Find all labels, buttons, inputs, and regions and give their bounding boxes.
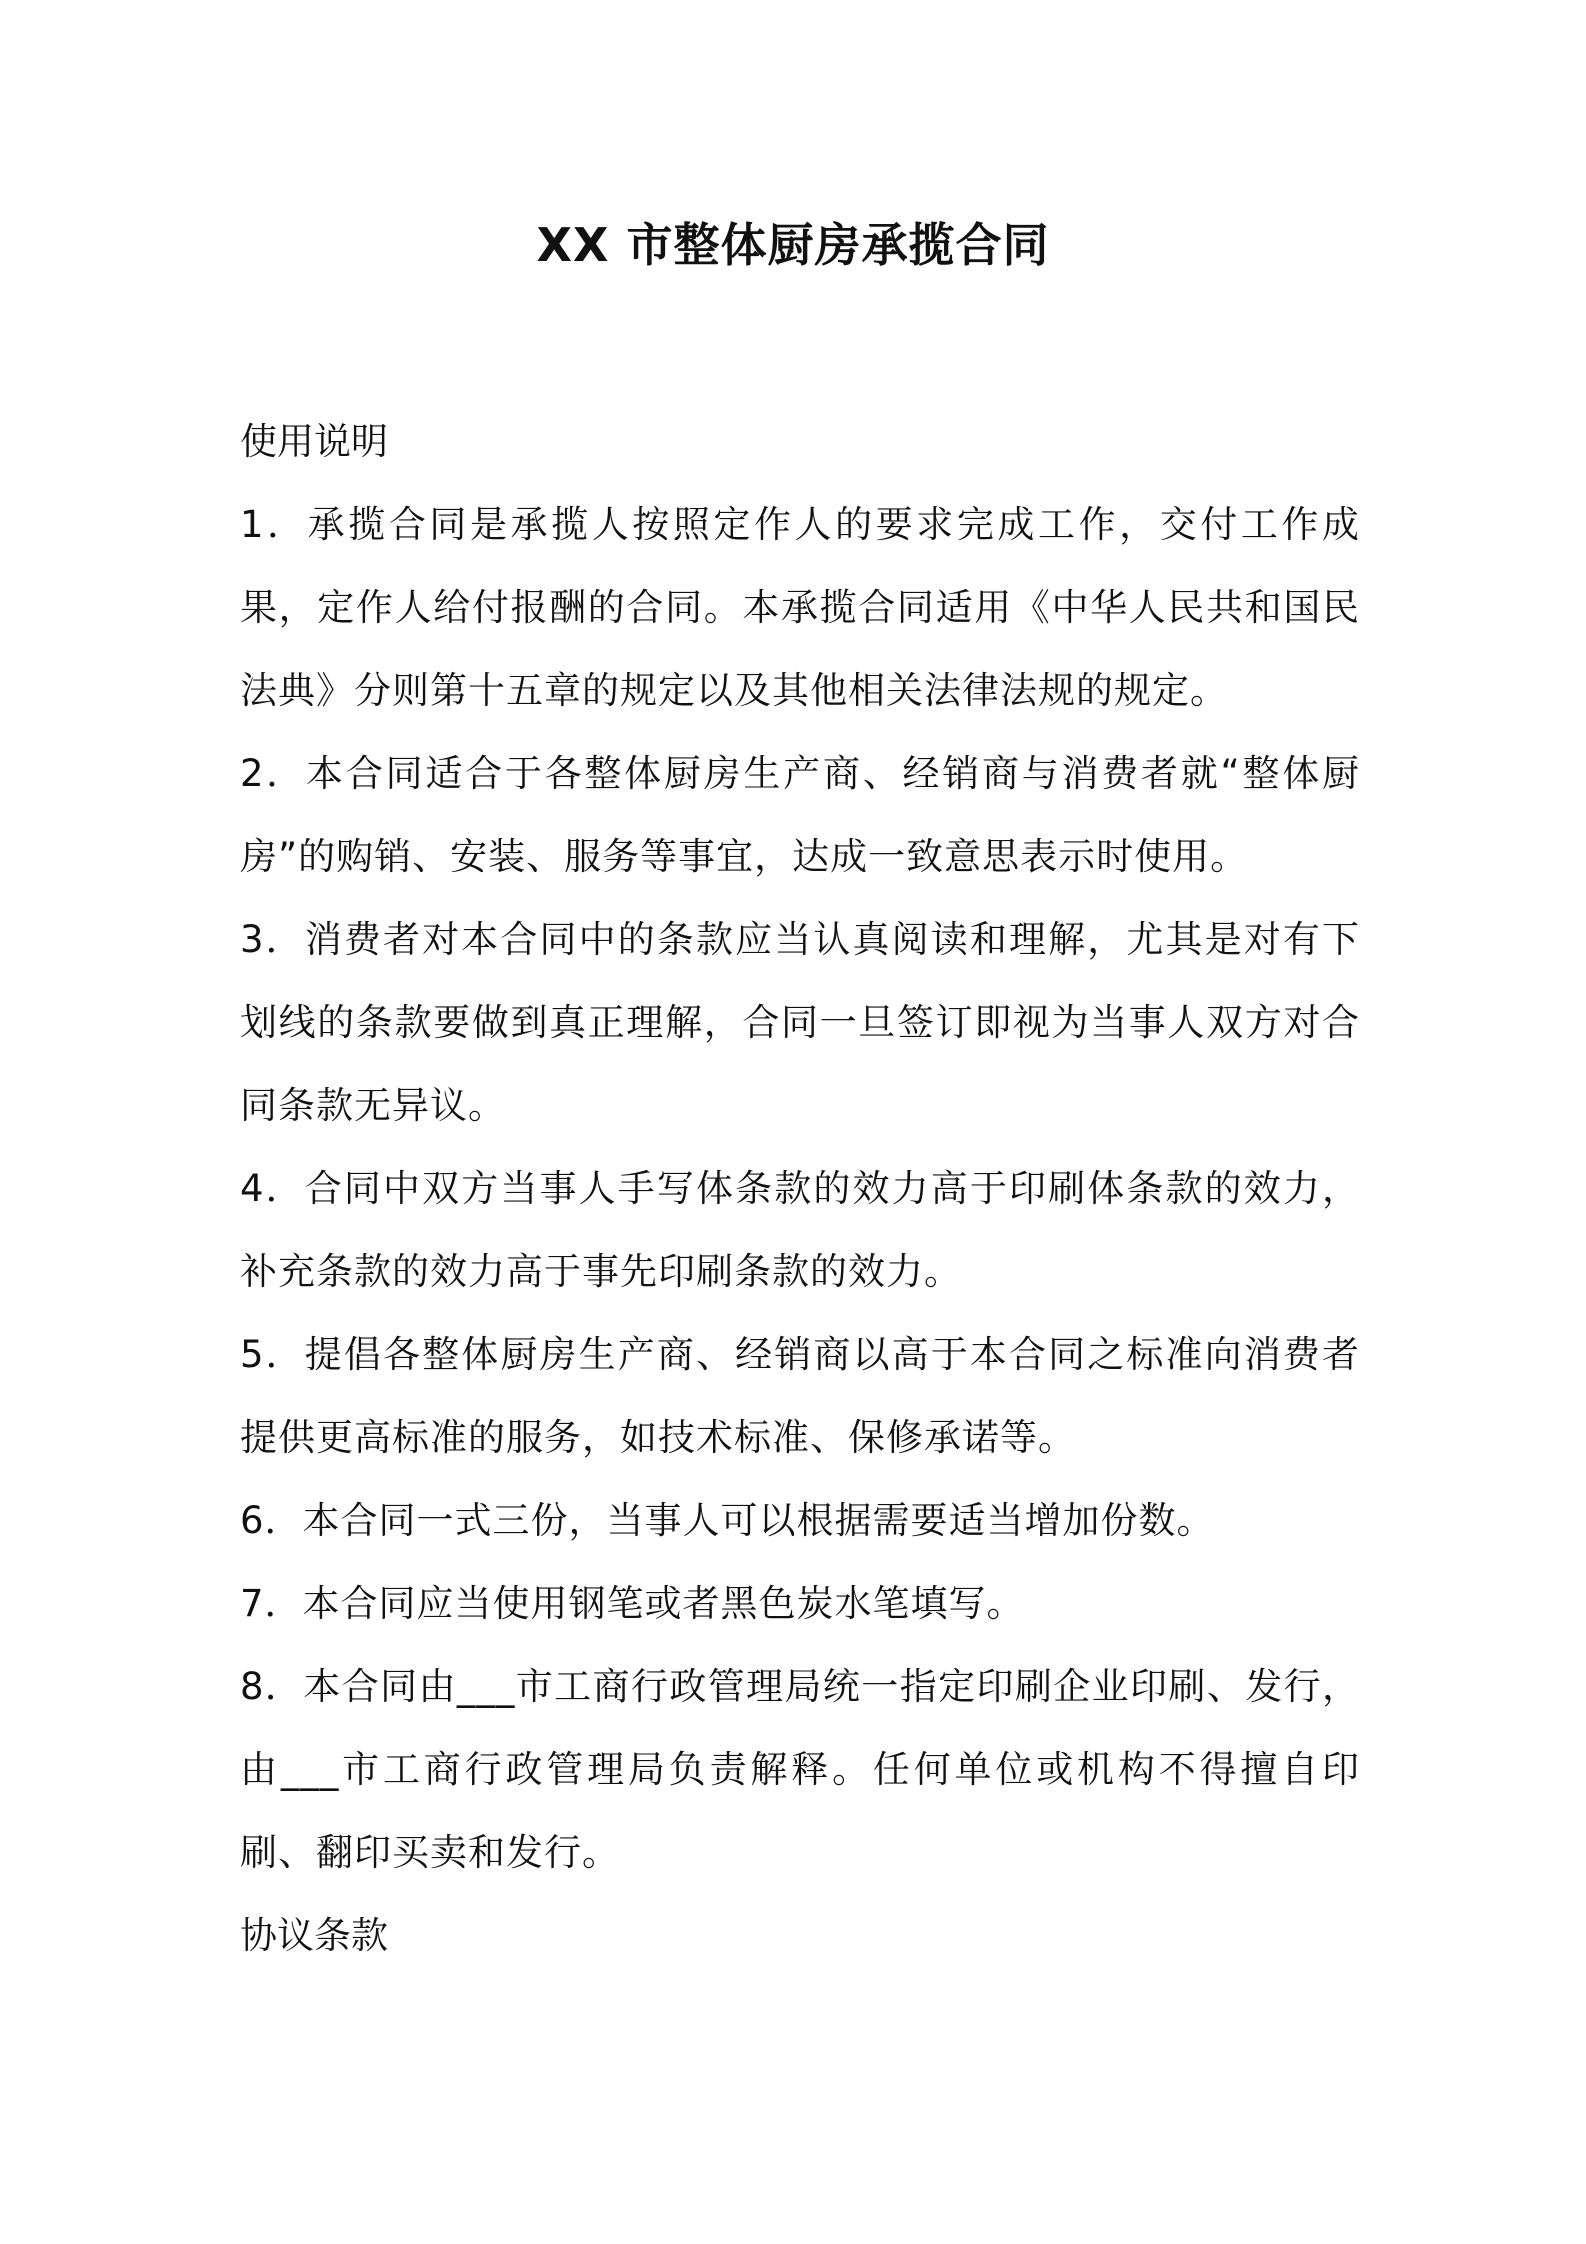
instruction-item-7: 7．本合同应当使用钢笔或者黑色炭水笔填写。 (240, 1582, 1025, 1625)
instruction-item-3: 3．消费者对本合同中的条款应当认真阅读和理解，尤其是对有下划线的条款要做到真正理解，合同一旦签订即视为当事人双方对合同条款无异议。 (240, 918, 1360, 1127)
instructions-list (240, 483, 1360, 1894)
instruction-item-6: 6．本合同一式三份，当事人可以根据需要适当增加份数。 (240, 1499, 1215, 1542)
section-heading-instructions: 使用说明 (240, 420, 388, 463)
instruction-item-8: 8．本合同由___市工商行政管理局统一指定印刷企业印刷、发行，由___市工商行政管理局负责解释。任何单位或机构不得擅自印刷、翻印买卖和发行。 (240, 1665, 1360, 1874)
section-heading-terms: 协议条款 (240, 1914, 388, 1957)
instruction-item-2: 2．本合同适合于各整体厨房生产商、经销商与消费者就“整体厨房”的购销、安装、服务等事宜，达成一致意思表示时使用。 (240, 752, 1360, 878)
instruction-item-4: 4．合同中双方当事人手写体条款的效力高于印刷体条款的效力，补充条款的效力高于事先印刷条款的效力。 (240, 1167, 1360, 1293)
instruction-item-1: 1．承揽合同是承揽人按照定作人的要求完成工作，交付工作成果，定作人给付报酬的合同。本承揽合同适用《中华人民共和国民法典》分则第十五章的规定以及其他相关法律法规的规定。 (240, 503, 1360, 712)
document-title: XX 市整体厨房承揽合同 (536, 218, 1050, 272)
instruction-item-5: 5．提倡各整体厨房生产商、经销商以高于本合同之标准向消费者提供更高标准的服务，如技术标准、保修承诺等。 (240, 1333, 1360, 1459)
document-body (240, 400, 1360, 1977)
